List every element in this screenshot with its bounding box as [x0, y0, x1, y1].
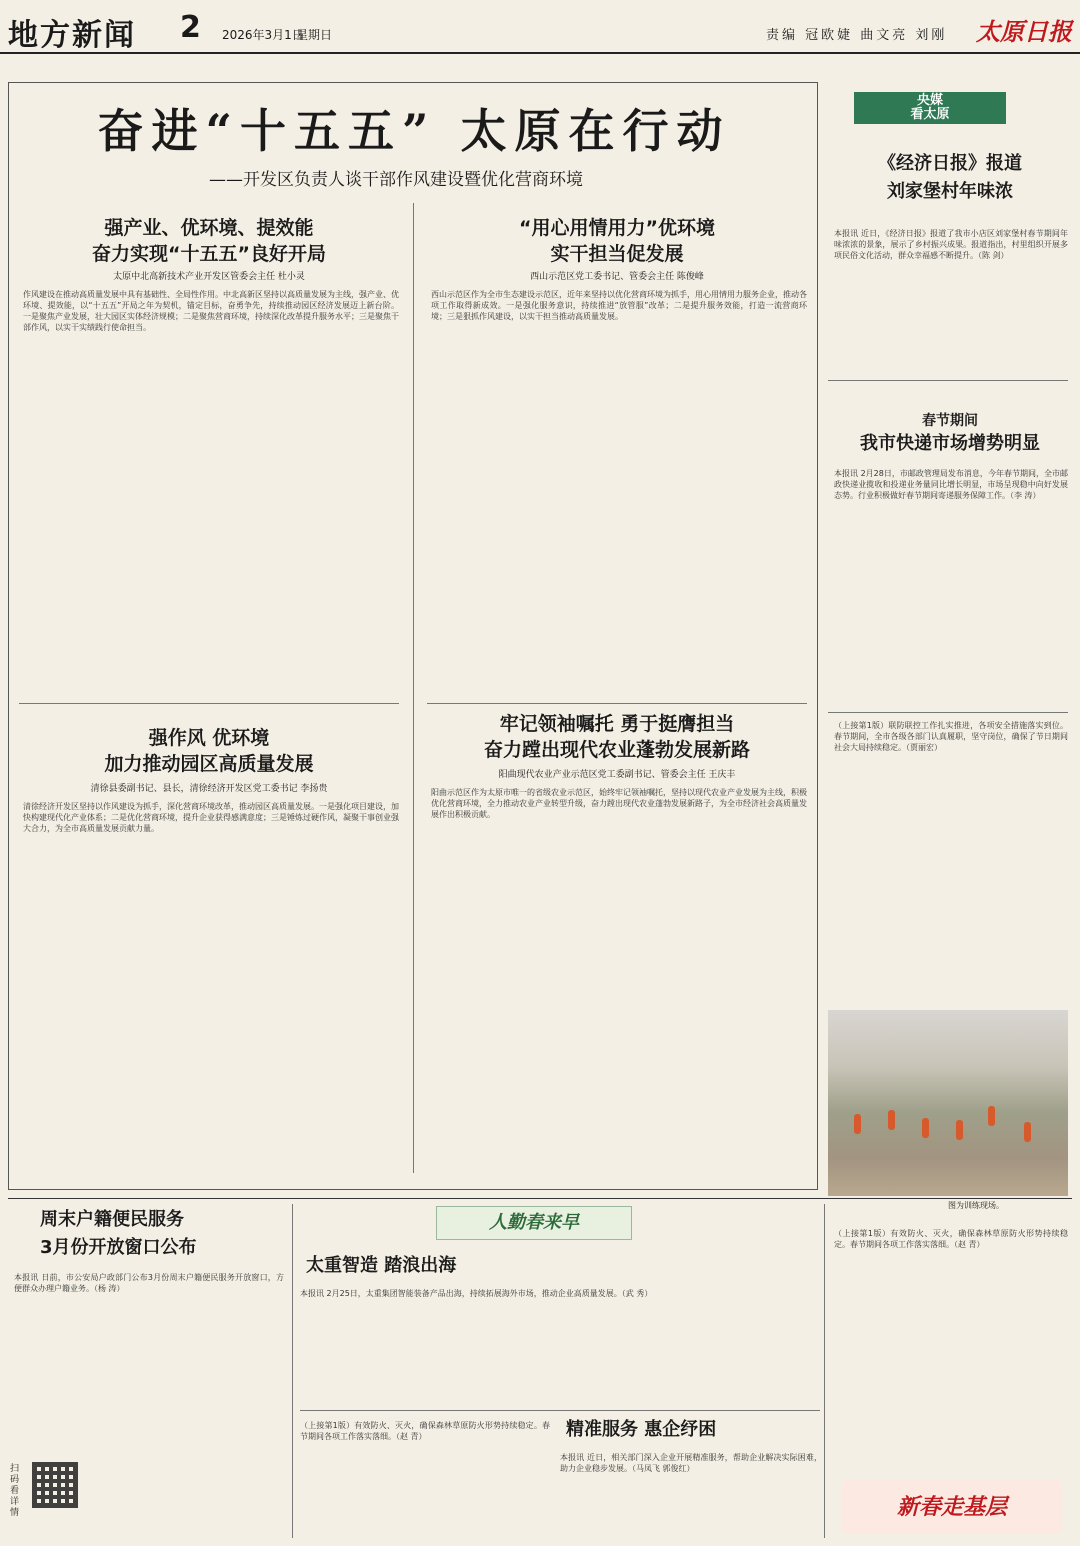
bottom-headline[interactable]: 精准服务 惠企纾困	[566, 1419, 717, 1440]
headline-line-2: 奋力蹚出现代农业蓬勃发展新路	[483, 739, 750, 761]
issue-date: 2026年3月1日	[222, 28, 304, 42]
row-divider	[8, 1198, 1072, 1199]
article-body: 作风建设在推动高质量发展中具有基础性、全局性作用。中北高新区坚持以高质量发展为主线，强产业、优环境、提效能，以“十五五”开局之年为契机，锚定目标，奋勇争先，持续推动园区经济发展迈上新台阶。一是聚焦产业发展，壮大园区实体经济规模；二是聚焦营商环境，持续深化改革提升服务水平；三是聚焦干部作风，以实干实绩践行使命担当。	[23, 290, 399, 332]
qr-label: 扫码看详情	[10, 1464, 20, 1518]
qr-code-icon[interactable]	[32, 1462, 78, 1508]
right-headline-1: 《经济日报》报道	[878, 153, 1022, 174]
bottom-article-body: 本报讯 2月25日，太重集团智能装备产品出海，持续拓展海外市场，推动企业高质量发展。（武 秀）	[300, 1289, 653, 1298]
section-name: 地方新闻	[8, 18, 136, 53]
headline-line-2: 奋力实现“十五五”良好开局	[92, 243, 326, 265]
row-divider	[828, 380, 1068, 381]
right-kicker: 春节期间	[922, 413, 978, 429]
headline-line-1: “用心用情用力”优环境	[519, 217, 715, 239]
issue-weekday: 星期日	[296, 28, 333, 42]
headline-line-1: 强产业、优环境、提效能	[104, 217, 314, 239]
column-divider	[413, 203, 414, 1173]
column-banner: 人勤春来早	[436, 1206, 632, 1240]
column-divider	[824, 1204, 825, 1538]
bottom-headline[interactable]	[40, 1206, 197, 1262]
bottom-headline[interactable]: 太重智造 踏浪出海	[306, 1255, 457, 1276]
right-headline[interactable]: 我市快递市场增势明显	[860, 433, 1040, 454]
headline-line-2: 实干担当促发展	[550, 243, 684, 265]
news-photo	[828, 1010, 1068, 1196]
article-headline[interactable]	[19, 725, 399, 777]
headline-line-1: 牢记领袖嘱托 勇于挺膺担当	[499, 713, 735, 735]
column-divider	[292, 1204, 293, 1538]
article-byline: 西山示范区党工委书记、管委会主任 陈俊峰	[530, 272, 704, 282]
feature-box	[8, 82, 818, 1190]
headline-line-1: 强作风 优环境	[148, 727, 270, 749]
column-sticker: 新春走基层	[842, 1480, 1062, 1534]
article-body: 清徐经济开发区坚持以作风建设为抓手，深化营商环境改革，推动园区高质量发展。一是强化项目建设，加快构建现代化产业体系；二是优化营商环境，提升企业获得感满意度；三是锤炼过硬作风，凝聚干事创业强大合力，为全市高质量发展贡献力量。	[23, 802, 399, 833]
media-tag-line1: 央媒	[916, 93, 943, 108]
row-divider	[427, 703, 807, 704]
right-headline[interactable]	[830, 150, 1070, 206]
page-number: 2	[180, 10, 201, 45]
newspaper-logo: 太原日报	[976, 17, 1072, 46]
masthead	[0, 0, 1080, 54]
feature-subtitle: ——开发区负责人谈干部作风建设暨优化营商环境	[209, 170, 583, 190]
media-tag	[854, 92, 1006, 124]
bottom-article-body: （上接第1版）有效防火、灭火，确保森林草原防火形势持续稳定。春节期间各项工作落实落细。（赵 青）	[834, 1229, 1068, 1249]
article-byline: 太原中北高新技术产业开发区管委会主任 杜小灵	[113, 272, 305, 282]
bottom-article-body: （上接第1版）有效防火、灭火，确保森林草原防火形势持续稳定。春节期间各项工作落实落细。（赵 青）	[300, 1421, 550, 1441]
row-divider	[828, 712, 1068, 713]
headline-line-2: 加力推动园区高质量发展	[104, 753, 314, 775]
row-divider	[19, 703, 399, 704]
photo-caption: 图为训练现场。	[948, 1201, 1004, 1210]
right-article-body: 本报讯 近日，《经济日报》报道了我市小店区刘家堡村春节期间年味浓浓的景象，展示了乡村振兴成果。报道指出，村里组织开展多项民俗文化活动，群众幸福感不断提升。（陈 剑）	[834, 229, 1068, 260]
article-body: 西山示范区作为全市生态建设示范区，近年来坚持以优化营商环境为抓手，用心用情用力服务企业，推动各项工作取得新成效。一是强化服务意识，持续推进“放管服”改革；二是提升服务效能，打造一流营商环境；三是狠抓作风建设，以实干担当推动高质量发展。	[431, 290, 807, 321]
right-article-body: 本报讯 2月28日，市邮政管理局发布消息，今年春节期间，全市邮政快递业揽收和投递业务量同比增长明显，市场呈现稳中向好发展态势。行业积极做好春节期间寄递服务保障工作。（李 涛）	[834, 469, 1068, 500]
article-byline: 阳曲现代农业产业示范区党工委副书记、管委会主任 王庆丰	[498, 770, 736, 780]
article-byline: 清徐县委副书记、县长，清徐经济开发区党工委书记 李扬贵	[90, 784, 328, 794]
bottom-headline-2: 3月份开放窗口公布	[40, 1237, 197, 1258]
article-headline[interactable]	[427, 215, 807, 267]
bottom-article-body: 本报讯 近日，相关部门深入企业开展精准服务，帮助企业解决实际困难，助力企业稳步发展。（马凤飞 郭俊红）	[560, 1453, 822, 1473]
right-headline-2: 刘家堡村年味浓	[887, 181, 1013, 202]
bottom-article-body: 本报讯 日前，市公安局户政部门公布3月份周末户籍便民服务开放窗口，方便群众办理户籍业务。（杨 涛）	[14, 1273, 284, 1293]
media-tag-line2: 看太原	[910, 107, 950, 122]
article-body: 阳曲示范区作为太原市唯一的省级农业示范区，始终牢记领袖嘱托，坚持以现代农业产业发展为主线，积极优化营商环境，全力推动农业产业转型升级，奋力蹚出现代农业蓬勃发展新路子，为全市经济社会高质量发展作出积极贡献。	[431, 788, 807, 819]
row-divider	[300, 1410, 820, 1411]
bottom-headline-1: 周末户籍便民服务	[40, 1209, 184, 1230]
feature-title: 奋进“十五五” 太原在行动	[97, 104, 731, 158]
article-headline[interactable]	[19, 215, 399, 267]
article-headline[interactable]	[427, 711, 807, 763]
right-article-body: （上接第1版）联防联控工作扎实推进，各项安全措施落实到位。春节期间，全市各级各部门认真履职，坚守岗位，确保了节日期间社会大局持续稳定。（贾丽宏）	[834, 721, 1068, 752]
editors: 责编 冠欧婕 曲文亮 刘刚	[766, 28, 948, 43]
